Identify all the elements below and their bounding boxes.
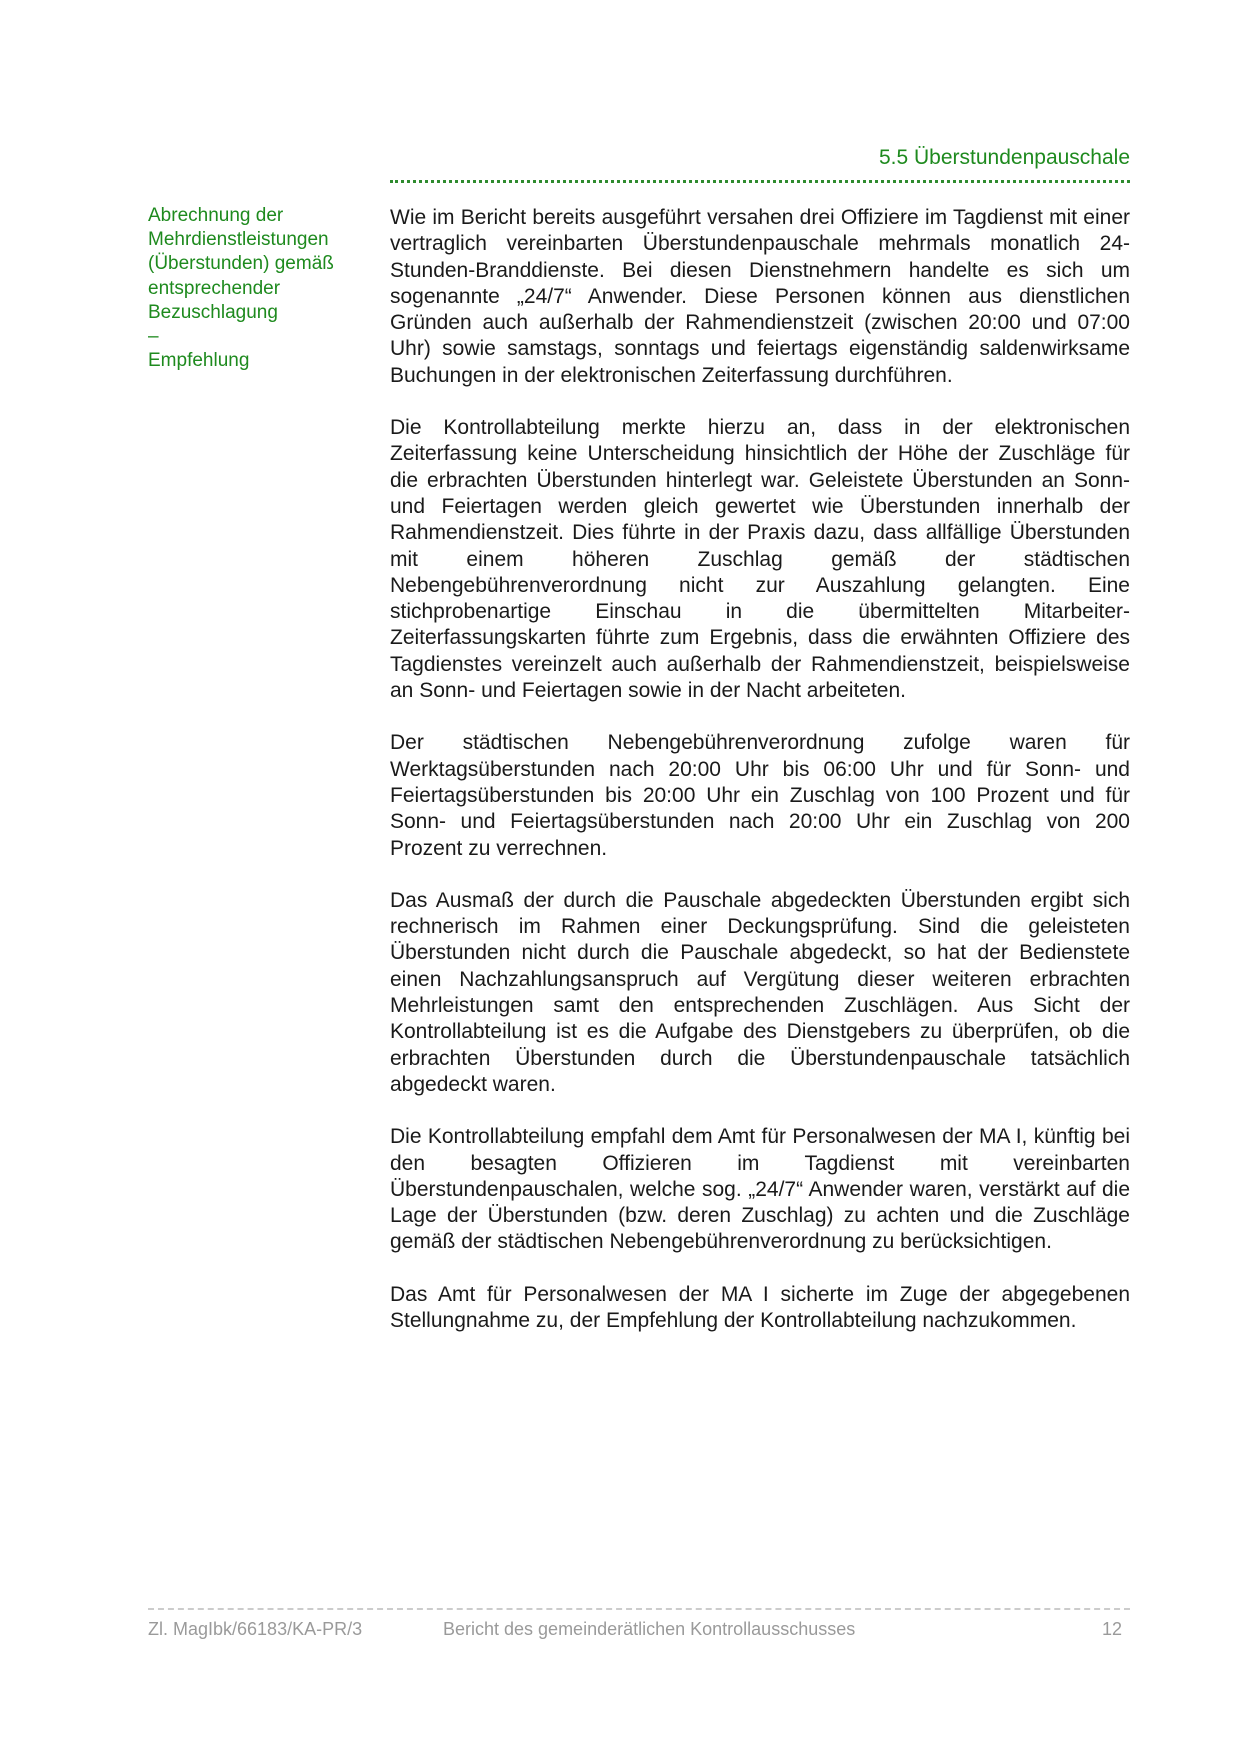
page-footer [148, 1608, 1130, 1650]
page-number: 12 [1101, 1619, 1122, 1639]
section-header [390, 146, 1130, 183]
margin-note-line: entsprechender [148, 277, 281, 299]
margin-note-line: Empfehlung [148, 350, 250, 372]
paragraph: Der städtischen Nebengebührenverordnung zufolge waren für Werktagsüberstunden nach 20:00 Uhr bis 06:00 Uhr und für Sonn- und Feiertagsüberstunden bis 20:00 Uhr ein Zuschlag von 100 Prozent und für Sonn- und Feiertagsüberstunden nach 20:00 Uhr ein Zuschlag von 200 Prozent zu verrechnen. [390, 731, 1130, 860]
footer-reference: Zl. MagIbk/66183/KA-PR/3 [148, 1619, 363, 1639]
body-text [390, 205, 1130, 1360]
margin-note-line: – [148, 326, 159, 348]
paragraph: Das Ausmaß der durch die Pauschale abgedeckten Überstunden ergibt sich rechnerisch im Rahmen einer Deckungsprüfung. Sind die geleisteten Überstunden nicht durch die Pauschale abgedeckt, so hat der Bedienstete einen Nachzahlungsanspruch auf Vergütung dieser weiteren erbrachten Mehrleistungen samt den entsprechenden Zuschlägen. Aus Sicht der Kontrollabteilung ist es die Aufgabe des Dienstgebers zu überprüfen, ob die erbrachten Überstunden durch die Überstundenpauschale tatsächlich abgedeckt waren. [390, 888, 1130, 1096]
margin-note-line: Mehrdienstleistungen [148, 229, 329, 251]
paragraph: Das Amt für Personalwesen der MA I sicherte im Zuge der abgegebenen Stellungnahme zu, der Empfehlung der Kontrollabteilung nachzukommen. [390, 1282, 1130, 1332]
margin-note-line: Abrechnung der [148, 205, 284, 226]
margin-note-line: (Überstunden) gemäß [148, 253, 334, 275]
paragraph: Die Kontrollabteilung merkte hierzu an, dass in der elektronischen Zeiterfassung keine Unterscheidung hinsichtlich der Höhe der Zuschläge für die erbrachten Überstunden hinterlegt war. Geleistete Überstunden an Sonn- und Feiertagen werden gleich gewertet wie Überstunden innerhalb der Rahmendienstzeit. Dies führte in der Praxis dazu, dass allfällige Überstunden mit einem höheren Zuschlag gemäß der städtischen Nebengebührenverordnung nicht zur Auszahlung gelangten. Eine stichprobenartige Einschau in die übermittelten Mitarbeiter-Zeiterfassungskarten führte zum Ergebnis, dass die erwähnten Offiziere des Tagdienstes vereinzelt auch außerhalb der Rahmendienstzeit, beispielsweise an Sonn- und Feiertagen sowie in der Nacht arbeiteten. [390, 416, 1130, 703]
section-title: 5.5 Überstundenpauschale [878, 146, 1130, 169]
margin-note-line: Bezuschlagung [148, 301, 278, 323]
footer-report-title: Bericht des gemeinderätlichen Kontrollausschusses [443, 1619, 856, 1639]
margin-note [148, 204, 358, 373]
paragraph: Wie im Bericht bereits ausgeführt versahen drei Offiziere im Tagdienst mit einer vertraglich vereinbarten Überstundenpauschale mehrmals monatlich 24-Stunden-Branddienste. Bei diesen Dienstnehmern handelte es sich um sogenannte „24/7“ Anwender. Diese Personen können aus dienstlichen Gründen auch außerhalb der Rahmendienstzeit (zwischen 20:00 und 07:00 Uhr) sowie samstags, sonntags und feiertags eigenständig saldenwirksame Buchungen in der elektronischen Zeiterfassung durchführen. [390, 206, 1130, 387]
paragraph: Die Kontrollabteilung empfahl dem Amt für Personalwesen der MA I, künftig bei den besagten Offizieren im Tagdienst mit vereinbarten Überstundenpauschalen, welche sog. „24/7“ Anwender waren, verstärkt auf die Lage der Überstunden (bzw. deren Zuschlag) zu achten und die Zuschläge gemäß der städtischen Nebengebührenverordnung zu berücksichtigen. [390, 1125, 1130, 1254]
